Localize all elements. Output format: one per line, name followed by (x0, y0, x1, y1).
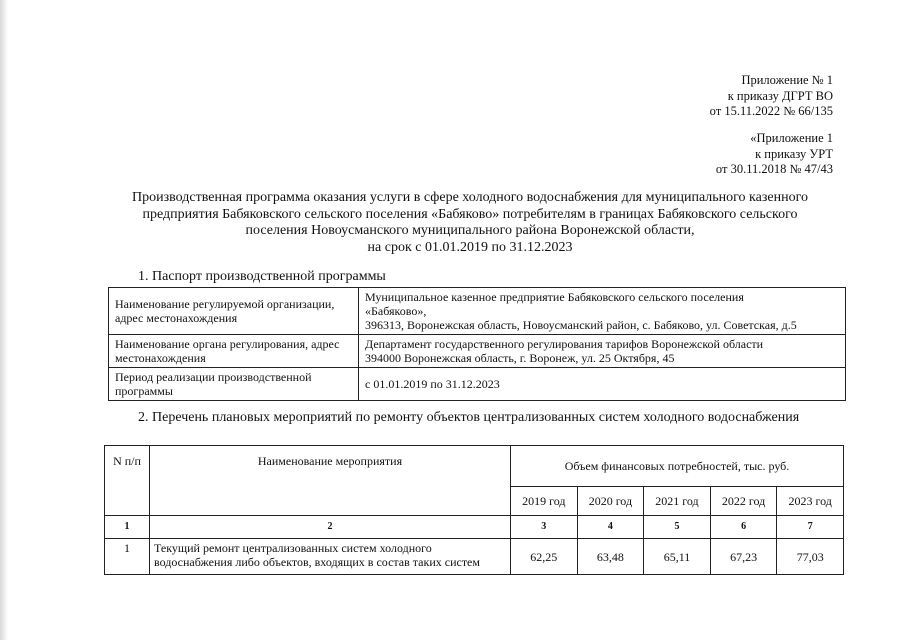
year-header: 2021 год (644, 487, 711, 516)
year-header: 2023 год (777, 487, 844, 516)
document-title (85, 190, 855, 256)
passport-label: Наименование регулируемой организации, адрес местонахождения (109, 288, 359, 335)
title-period-line: на срок с 01.01.2019 по 31.12.2023 (367, 239, 573, 255)
col-header-no: N п/п (105, 446, 150, 516)
passport-value (359, 288, 846, 335)
scan-left-edge-shadow (0, 0, 8, 640)
appendix-order-line: к приказу УРТ (755, 146, 833, 161)
column-number: 3 (511, 516, 578, 539)
table-header-row (105, 446, 844, 487)
table-row (105, 539, 844, 575)
table-row (109, 288, 846, 335)
appendix-date-line: от 30.11.2018 № 47/43 (715, 162, 833, 176)
passport-label: Период реализации производственной программы (109, 368, 359, 401)
appendix-line: Приложение № 1 (741, 73, 833, 87)
appendix-date-line: от 15.11.2022 № 66/135 (709, 104, 833, 118)
passport-table (108, 287, 846, 401)
column-number: 4 (577, 516, 644, 539)
value-line: с 01.01.2019 по 31.12.2023 (365, 377, 500, 391)
value-line: Муниципальное казенное предприятие Бабяковского сельского поселения (365, 290, 744, 304)
section1-heading: 1. Паспорт производственной программы (138, 269, 386, 284)
value-line: «Бабяково», (365, 304, 427, 318)
passport-label: Наименование органа регулирования, адрес местонахождения (109, 335, 359, 368)
passport-value (359, 335, 846, 368)
appendix-order-line: к приказу ДГРТ ВО (727, 88, 833, 103)
appendix-line: «Приложение 1 (750, 131, 833, 145)
column-number: 2 (150, 516, 511, 539)
value-2023: 77,03 (777, 539, 844, 575)
year-header: 2022 год (710, 487, 777, 516)
column-number: 5 (644, 516, 711, 539)
year-header: 2019 год (511, 487, 578, 516)
title-line: поселения Новоусманского муниципального района Воронежской области, (245, 223, 695, 238)
value-line: Департамент государственного регулирования тарифов Воронежской области (365, 337, 764, 351)
value-2021: 65,11 (644, 539, 711, 575)
column-number-row (105, 516, 844, 539)
value-line: 396313, Воронежская область, Новоусманский район, с. Бабяково, ул. Советская, д.5 (365, 318, 797, 332)
appendix-current-block (710, 73, 833, 120)
value-2022: 67,23 (710, 539, 777, 575)
year-header: 2020 год (577, 487, 644, 516)
title-line: предприятия Бабяковского сельского поселения «Бабяково» потребителям в границах Бабяковского сельского (142, 206, 798, 222)
value-2019: 62,25 (511, 539, 578, 575)
column-number: 7 (777, 516, 844, 539)
section2-heading-text: 2. Перечень плановых мероприятий по ремонту объектов централизованных систем холодного водоснабжения (138, 410, 800, 425)
value-line: 394000 Воронежская область, г. Воронеж, ул. 25 Октября, 45 (365, 351, 675, 365)
col-header-name: Наименование мероприятия (150, 446, 511, 516)
appendix-previous-block (716, 131, 833, 178)
column-number: 6 (710, 516, 777, 539)
value-2020: 63,48 (577, 539, 644, 575)
row-number: 1 (105, 539, 150, 575)
activity-name: Текущий ремонт централизованных систем холодного водоснабжения либо объектов, входящих в состав таких систем (150, 539, 511, 575)
table-row (109, 368, 846, 401)
plan-table (104, 445, 844, 575)
table-row (109, 335, 846, 368)
column-number: 1 (105, 516, 150, 539)
title-line: Производственная программа оказания услуги в сфере холодного водоснабжения для муниципального казенного (132, 190, 808, 205)
passport-value (359, 368, 846, 401)
col-header-finance: Объем финансовых потребностей, тыс. руб. (511, 446, 844, 487)
section2-heading (105, 410, 832, 426)
